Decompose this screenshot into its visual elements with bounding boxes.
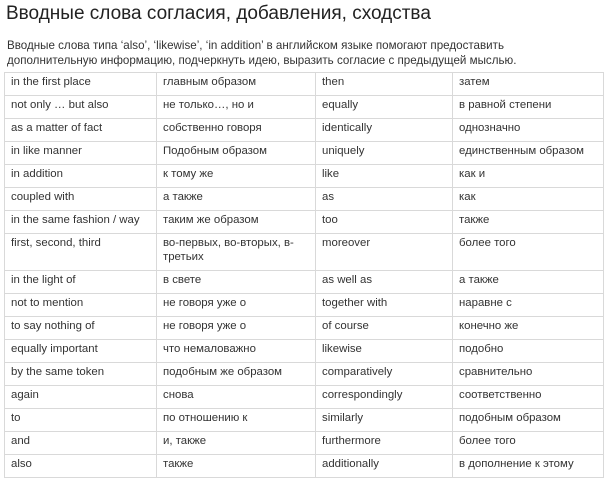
russian-translation: к тому же (157, 165, 316, 188)
english-phrase: moreover (316, 234, 453, 271)
russian-translation: в свете (157, 271, 316, 294)
english-phrase: equally important (5, 340, 157, 363)
russian-translation: в дополнение к этому (453, 455, 604, 478)
table-row (5, 294, 604, 317)
russian-translation: собственно говоря (157, 119, 316, 142)
english-phrase: coupled with (5, 188, 157, 211)
table-row (5, 363, 604, 386)
english-phrase: by the same token (5, 363, 157, 386)
english-phrase: uniquely (316, 142, 453, 165)
english-phrase: first, second, third (5, 234, 157, 271)
english-phrase: not only … but also (5, 96, 157, 119)
english-phrase: then (316, 73, 453, 96)
english-phrase: as (316, 188, 453, 211)
russian-translation: таким же образом (157, 211, 316, 234)
english-phrase: likewise (316, 340, 453, 363)
russian-translation: по отношению к (157, 409, 316, 432)
table-row (5, 73, 604, 96)
table-row (5, 409, 604, 432)
russian-translation: главным образом (157, 73, 316, 96)
russian-translation: подобным же образом (157, 363, 316, 386)
russian-translation: сравнительно (453, 363, 604, 386)
english-phrase: similarly (316, 409, 453, 432)
russian-translation: подобно (453, 340, 604, 363)
russian-translation: однозначно (453, 119, 604, 142)
russian-translation: что немаловажно (157, 340, 316, 363)
russian-translation: затем (453, 73, 604, 96)
table-row (5, 455, 604, 478)
english-phrase: additionally (316, 455, 453, 478)
page-title: Вводные слова согласия, добавления, сходства (6, 3, 431, 24)
russian-translation: не говоря уже о (157, 317, 316, 340)
russian-translation: более того (453, 234, 604, 271)
english-phrase: also (5, 455, 157, 478)
russian-translation: а также (453, 271, 604, 294)
english-phrase: in addition (5, 165, 157, 188)
table-row (5, 271, 604, 294)
english-phrase: correspondingly (316, 386, 453, 409)
english-phrase: and (5, 432, 157, 455)
table-row (5, 340, 604, 363)
table-row (5, 432, 604, 455)
intro-paragraph: Вводные слова типа ‘also’, ‘likewise’, ‘in addition’ в английском языке помогают предоставить дополнительную информацию, подчеркнуть идею, выразить согласие с предыдущей мыслью. (7, 39, 517, 67)
table-row (5, 386, 604, 409)
russian-translation: в равной степени (453, 96, 604, 119)
vocabulary-table (4, 72, 604, 478)
russian-translation: подобным образом (453, 409, 604, 432)
english-phrase: like (316, 165, 453, 188)
russian-translation: конечно же (453, 317, 604, 340)
english-phrase: in the first place (5, 73, 157, 96)
table-row (5, 234, 604, 271)
russian-translation: как и (453, 165, 604, 188)
russian-translation: во-первых, во-вторых, в-третьих (157, 234, 316, 271)
english-phrase: as a matter of fact (5, 119, 157, 142)
english-phrase: not to mention (5, 294, 157, 317)
russian-translation: и, также (157, 432, 316, 455)
table-row (5, 119, 604, 142)
russian-translation: единственным образом (453, 142, 604, 165)
russian-translation: не говоря уже о (157, 294, 316, 317)
russian-translation: не только…, но и (157, 96, 316, 119)
english-phrase: too (316, 211, 453, 234)
english-phrase: identically (316, 119, 453, 142)
russian-translation: наравне с (453, 294, 604, 317)
russian-translation: более того (453, 432, 604, 455)
russian-translation: как (453, 188, 604, 211)
english-phrase: to (5, 409, 157, 432)
english-phrase: of course (316, 317, 453, 340)
english-phrase: in the same fashion / way (5, 211, 157, 234)
english-phrase: again (5, 386, 157, 409)
russian-translation: также (453, 211, 604, 234)
english-phrase: in the light of (5, 271, 157, 294)
english-phrase: together with (316, 294, 453, 317)
russian-translation: снова (157, 386, 316, 409)
table-row (5, 317, 604, 340)
english-phrase: to say nothing of (5, 317, 157, 340)
english-phrase: as well as (316, 271, 453, 294)
english-phrase: equally (316, 96, 453, 119)
table-row (5, 165, 604, 188)
table-row (5, 142, 604, 165)
table-row (5, 188, 604, 211)
table-row (5, 211, 604, 234)
russian-translation: соответственно (453, 386, 604, 409)
english-phrase: in like manner (5, 142, 157, 165)
russian-translation: а также (157, 188, 316, 211)
table-row (5, 96, 604, 119)
english-phrase: comparatively (316, 363, 453, 386)
russian-translation: также (157, 455, 316, 478)
english-phrase: furthermore (316, 432, 453, 455)
russian-translation: Подобным образом (157, 142, 316, 165)
